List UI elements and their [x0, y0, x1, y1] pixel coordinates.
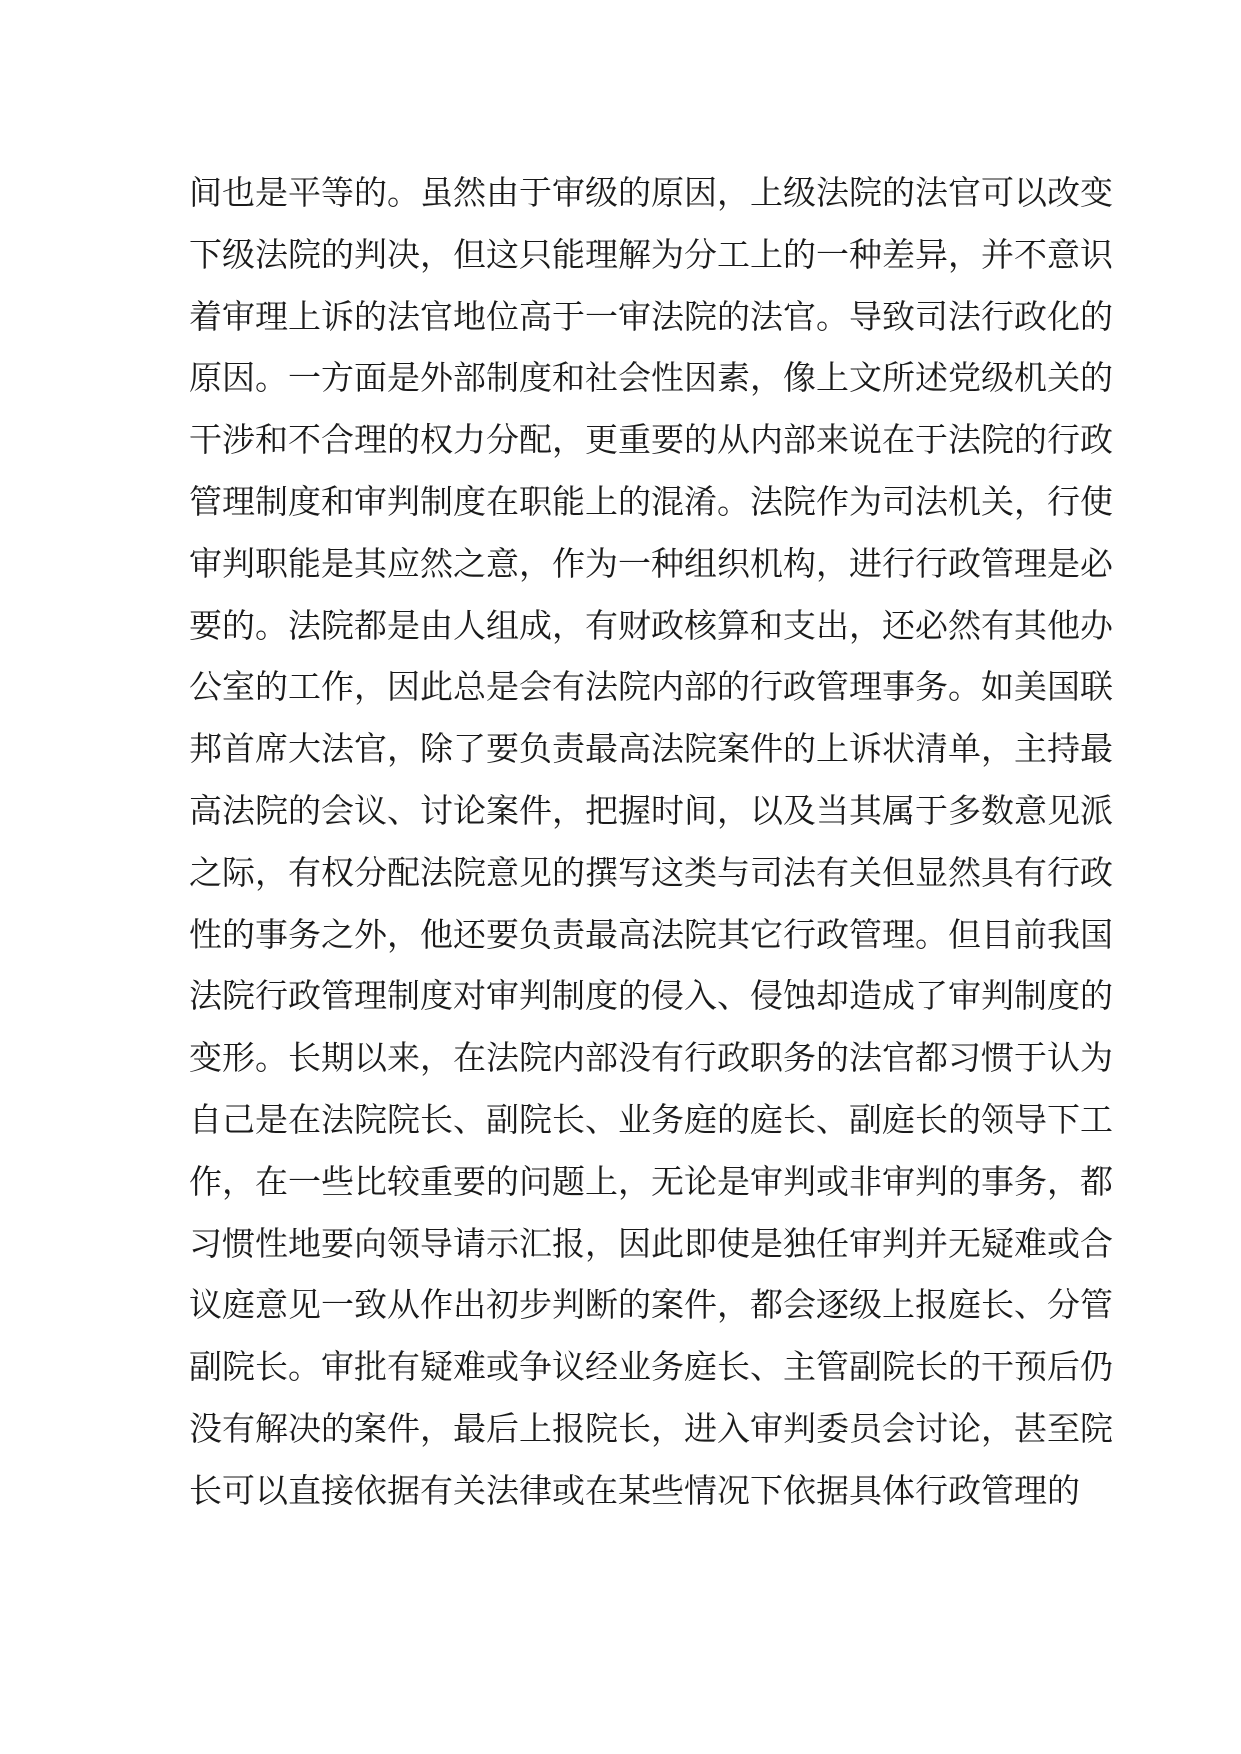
text-line: 法院行政管理制度对审判制度的侵入、侵蚀却造成了审判制度的 — [189, 976, 1113, 1016]
text-line: 作，在一些比较重要的问题上，无论是审判或非审判的事务，都 — [189, 1161, 1113, 1201]
text-line: 原因。一方面是外部制度和社会性因素，像上文所述党级机关的 — [189, 358, 1113, 398]
text-line: 习惯性地要向领导请示汇报，因此即使是独任审判并无疑难或合 — [189, 1223, 1113, 1263]
text-line: 着审理上诉的法官地位高于一审法院的法官。导致司法行政化的 — [189, 296, 1113, 336]
text-line: 干涉和不合理的权力分配，更重要的从内部来说在于法院的行政 — [189, 420, 1113, 460]
text-line: 副院长。审批有疑难或争议经业务庭长、主管副院长的干预后仍 — [189, 1347, 1113, 1387]
text-line: 性的事务之外，他还要负责最高法院其它行政管理。但目前我国 — [189, 914, 1113, 954]
body-text — [189, 162, 1113, 1522]
text-line: 下级法院的判决，但这只能理解为分工上的一种差异，并不意识 — [189, 234, 1113, 274]
text-line: 议庭意见一致从作出初步判断的案件，都会逐级上报庭长、分管 — [189, 1285, 1113, 1325]
text-line: 长可以直接依据有关法律或在某些情况下依据具体行政管理的 — [189, 1470, 1080, 1510]
text-line: 之际，有权分配法院意见的撰写这类与司法有关但显然具有行政 — [189, 852, 1113, 892]
text-line: 审判职能是其应然之意，作为一种组织机构，进行行政管理是必 — [189, 543, 1113, 583]
text-line: 没有解决的案件，最后上报院长，进入审判委员会讨论，甚至院 — [189, 1408, 1113, 1448]
text-line: 要的。法院都是由人组成，有财政核算和支出，还必然有其他办 — [189, 605, 1113, 645]
text-line: 邦首席大法官，除了要负责最高法院案件的上诉状清单，主持最 — [189, 729, 1113, 769]
text-line: 公室的工作，因此总是会有法院内部的行政管理事务。如美国联 — [189, 667, 1113, 707]
text-line: 管理制度和审判制度在职能上的混淆。法院作为司法机关，行使 — [189, 481, 1113, 521]
text-line: 变形。长期以来，在法院内部没有行政职务的法官都习惯于认为 — [189, 1038, 1113, 1078]
text-line: 高法院的会议、讨论案件，把握时间，以及当其属于多数意见派 — [189, 790, 1113, 830]
text-line: 间也是平等的。虽然由于审级的原因，上级法院的法官可以改变 — [189, 173, 1113, 212]
text-line: 自己是在法院院长、副院长、业务庭的庭长、副庭长的领导下工 — [189, 1099, 1113, 1139]
